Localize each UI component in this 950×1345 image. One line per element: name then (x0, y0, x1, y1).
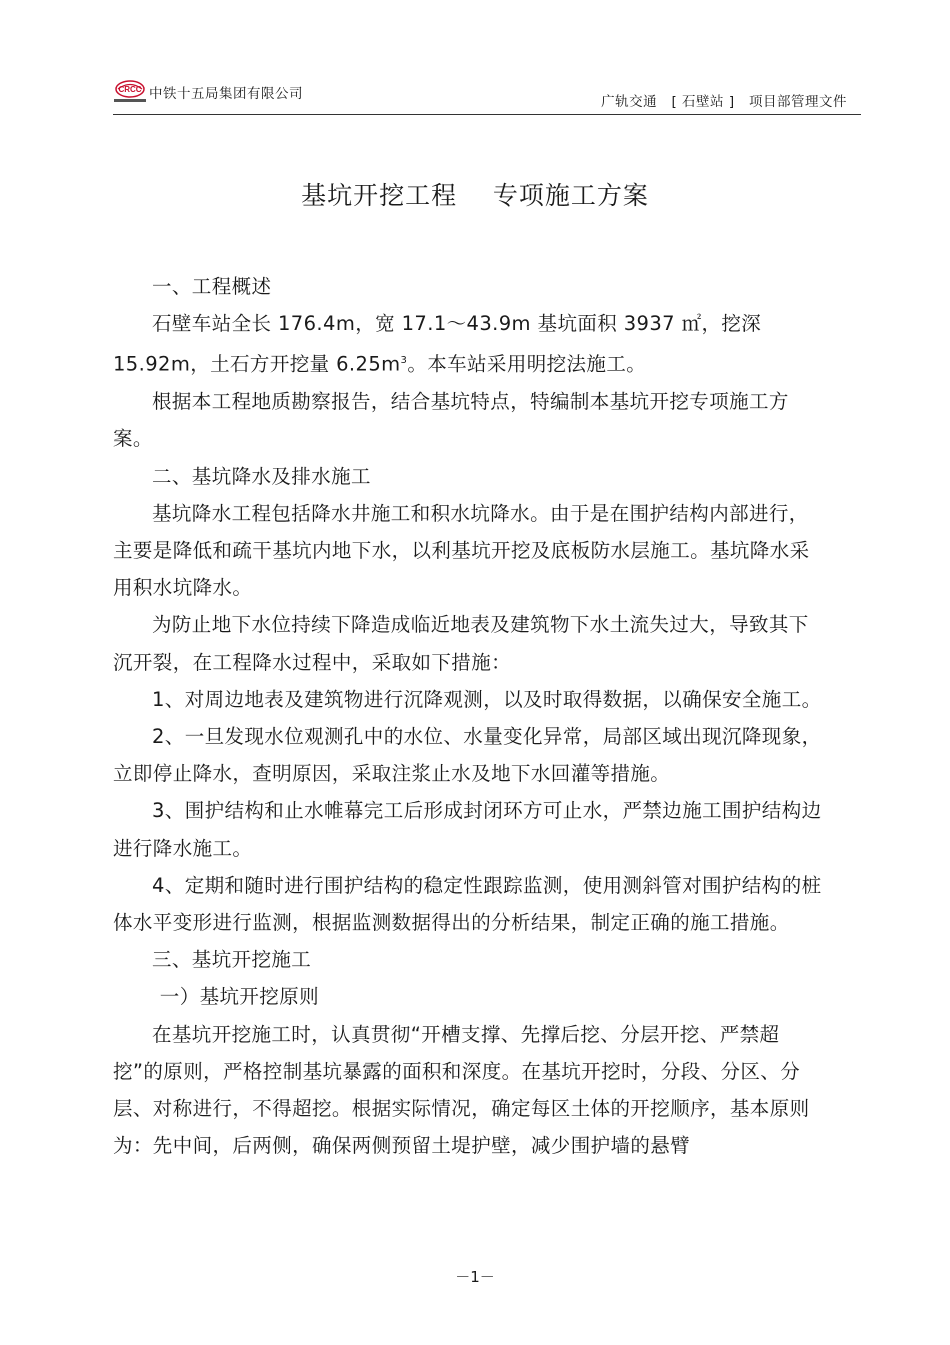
section-heading-overview: 一、工程概述 (152, 275, 272, 298)
overview-text-b: 。本车站采用明挖法施工。 (407, 352, 647, 376)
measure-item-1: 1、对周边地表及建筑物进行沉降观测，以及时取得数据，以确保安全施工。 (152, 687, 822, 711)
logo-text: CRCC (118, 85, 142, 94)
document-body (113, 268, 823, 1164)
paragraph-excavation-principles: 在基坑开挖施工时，认真贯彻“开槽支撑、先撑后挖、分层开挖、严禁超挖”的原则，严格控制基坑暴露的面积和深度。在基坑开挖时，分段、分区、分层、对称进行，不得超挖。根据实际情况，确定每区土体的开挖顺序，基本原则为：先中间，后两侧，确保两侧预留土堤护壁，减少围护墙的悬臂 (113, 1022, 810, 1158)
paragraph-dewatering-scope: 基坑降水工程包括降水井施工和积水坑降水。由于是在围护结构内部进行，主要是降低和疏干基坑内地下水，以利基坑开挖及底板防水层施工。基坑降水采用积水坑降水。 (113, 501, 810, 600)
section-heading-dewatering: 二、基坑降水及排水施工 (152, 464, 371, 488)
company-name: 中铁十五局集团有限公司 (149, 86, 303, 102)
project-label: 广轨交通 [ 石壁站 ] 项目部管理文件 (601, 94, 847, 110)
overview-text-a: 石壁车站全长 176.4m，宽 17.1～43.9m 基坑面积 3937 ㎡，挖深 15.92m，土石方开挖量 6.25m (113, 312, 762, 376)
measure-item-3: 3、围护结构和止水帷幕完工后形成封闭环方可止水，严禁边施工围护结构边进行降水施工。 (113, 799, 822, 860)
header-company-block (113, 80, 303, 104)
page-header (113, 78, 861, 115)
paragraph-basis: 根据本工程地质勘察报告，结合基坑特点，特编制本基坑开挖专项施工方案。 (113, 390, 789, 451)
page-number: －1－ (455, 1268, 495, 1286)
paragraph-dewatering-measures-intro: 为防止地下水位持续下降造成临近地表及建筑物下水土流失过大，导致其下沉开裂，在工程降水过程中，采取如下措施： (113, 613, 809, 674)
superscript-3: 3 (400, 355, 408, 367)
subsection-heading-principles: 一）基坑开挖原则 (159, 985, 319, 1009)
document-title: 基坑开挖工程 专项施工方案 (301, 181, 649, 210)
company-logo (113, 80, 147, 104)
paragraph-project-overview (113, 305, 823, 383)
measure-item-4: 4、定期和随时进行围护结构的稳定性跟踪监测，使用测斜管对围护结构的桩体水平变形进行监测，根据监测数据得出的分析结果，制定正确的施工措施。 (113, 873, 822, 934)
measure-item-2: 2、一旦发现水位观测孔中的水位、水量变化异常，局部区域出现沉降现象，立即停止降水，查明原因，采取注浆止水及地下水回灌等措施。 (113, 724, 822, 786)
section-heading-excavation: 三、基坑开挖施工 (152, 948, 312, 972)
